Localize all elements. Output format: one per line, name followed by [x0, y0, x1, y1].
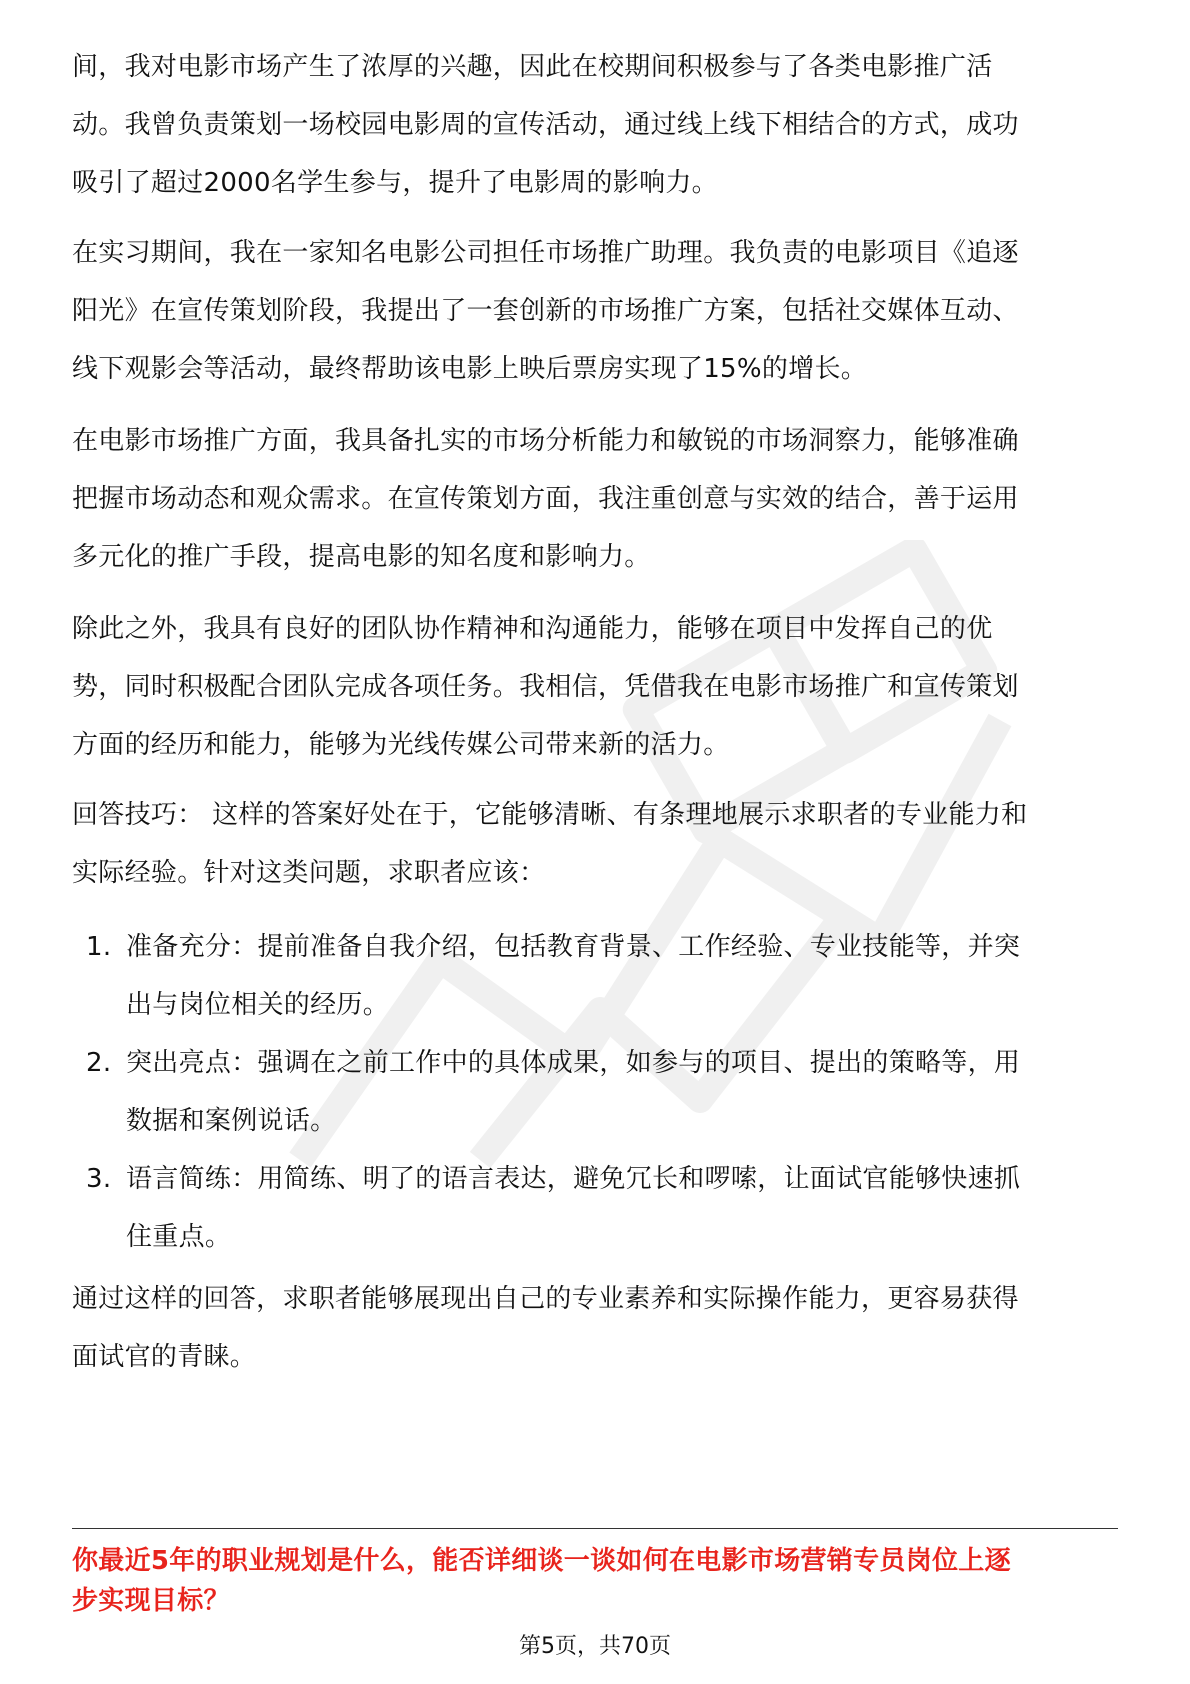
- paragraph-skills: [72, 412, 1122, 586]
- list-number: 1.: [86, 932, 112, 962]
- text-line: 准备充分：提前准备自我介绍，包括教育背景、工作经验、专业技能等，并突: [126, 932, 1021, 962]
- paragraph-answer-tips: [72, 786, 1122, 902]
- list-item: [72, 1034, 1122, 1150]
- text-line: 在电影市场推广方面，我具备扎实的市场分析能力和敏锐的市场洞察力，能够准确: [72, 426, 1019, 456]
- list-number: 3.: [86, 1164, 112, 1194]
- text-line: 在实习期间，我在一家知名电影公司担任市场推广助理。我负责的电影项目《追逐: [72, 238, 1019, 268]
- next-question-heading: [72, 1541, 1122, 1621]
- page-number: 第5页，共70页: [519, 1634, 671, 1659]
- text-line: 多元化的推广手段，提高电影的知名度和影响力。: [72, 542, 651, 572]
- text-line: 回答技巧： 这样的答案好处在于，它能够清晰、有条理地展示求职者的专业能力和: [72, 800, 1028, 830]
- paragraph-conclusion: [72, 1270, 1122, 1386]
- text-line: 通过这样的回答，求职者能够展现出自己的专业素养和实际操作能力，更容易获得: [72, 1284, 1019, 1314]
- text-line: 把握市场动态和观众需求。在宣传策划方面，我注重创意与实效的结合，善于运用: [72, 484, 1019, 514]
- list-item: [72, 918, 1122, 1034]
- text-line: 数据和案例说话。: [126, 1106, 337, 1136]
- text-line: 阳光》在宣传策划阶段，我提出了一套创新的市场推广方案，包括社交媒体互动、: [72, 296, 1019, 326]
- text-line: 语言简练：用简练、明了的语言表达，避免冗长和啰嗦，让面试官能够快速抓: [126, 1164, 1021, 1194]
- list-number: 2.: [86, 1048, 112, 1078]
- text-line: 住重点。: [126, 1222, 232, 1252]
- text-line: 方面的经历和能力，能够为光线传媒公司带来新的活力。: [72, 730, 730, 760]
- paragraph-teamwork: [72, 600, 1122, 774]
- paragraph-internship: [72, 224, 1122, 398]
- text-line: 吸引了超过2000名学生参与，提升了电影周的影响力。: [72, 168, 718, 198]
- text-line: 步实现目标？: [72, 1586, 230, 1616]
- list-item: [72, 1150, 1122, 1266]
- text-line: 间，我对电影市场产生了浓厚的兴趣，因此在校期间积极参与了各类电影推广活: [72, 52, 993, 82]
- tips-list: [72, 918, 1122, 1266]
- section-divider: [72, 1528, 1118, 1529]
- text-line: 实际经验。针对这类问题，求职者应该：: [72, 858, 546, 888]
- text-line: 你最近5年的职业规划是什么，能否详细谈一谈如何在电影市场营销专员岗位上逐: [72, 1546, 1011, 1576]
- text-line: 动。我曾负责策划一场校园电影周的宣传活动，通过线上线下相结合的方式，成功: [72, 110, 1019, 140]
- text-line: 出与岗位相关的经历。: [126, 990, 390, 1020]
- paragraph-experience-campus: [72, 38, 1122, 212]
- text-line: 势，同时积极配合团队完成各项任务。我相信，凭借我在电影市场推广和宣传策划: [72, 672, 1019, 702]
- text-line: 面试官的青睐。: [72, 1342, 257, 1372]
- text-line: 突出亮点：强调在之前工作中的具体成果，如参与的项目、提出的策略等，用: [126, 1048, 1021, 1078]
- text-line: 线下观影会等活动，最终帮助该电影上映后票房实现了15%的增长。: [72, 354, 868, 384]
- text-line: 除此之外，我具有良好的团队协作精神和沟通能力，能够在项目中发挥自己的优: [72, 614, 993, 644]
